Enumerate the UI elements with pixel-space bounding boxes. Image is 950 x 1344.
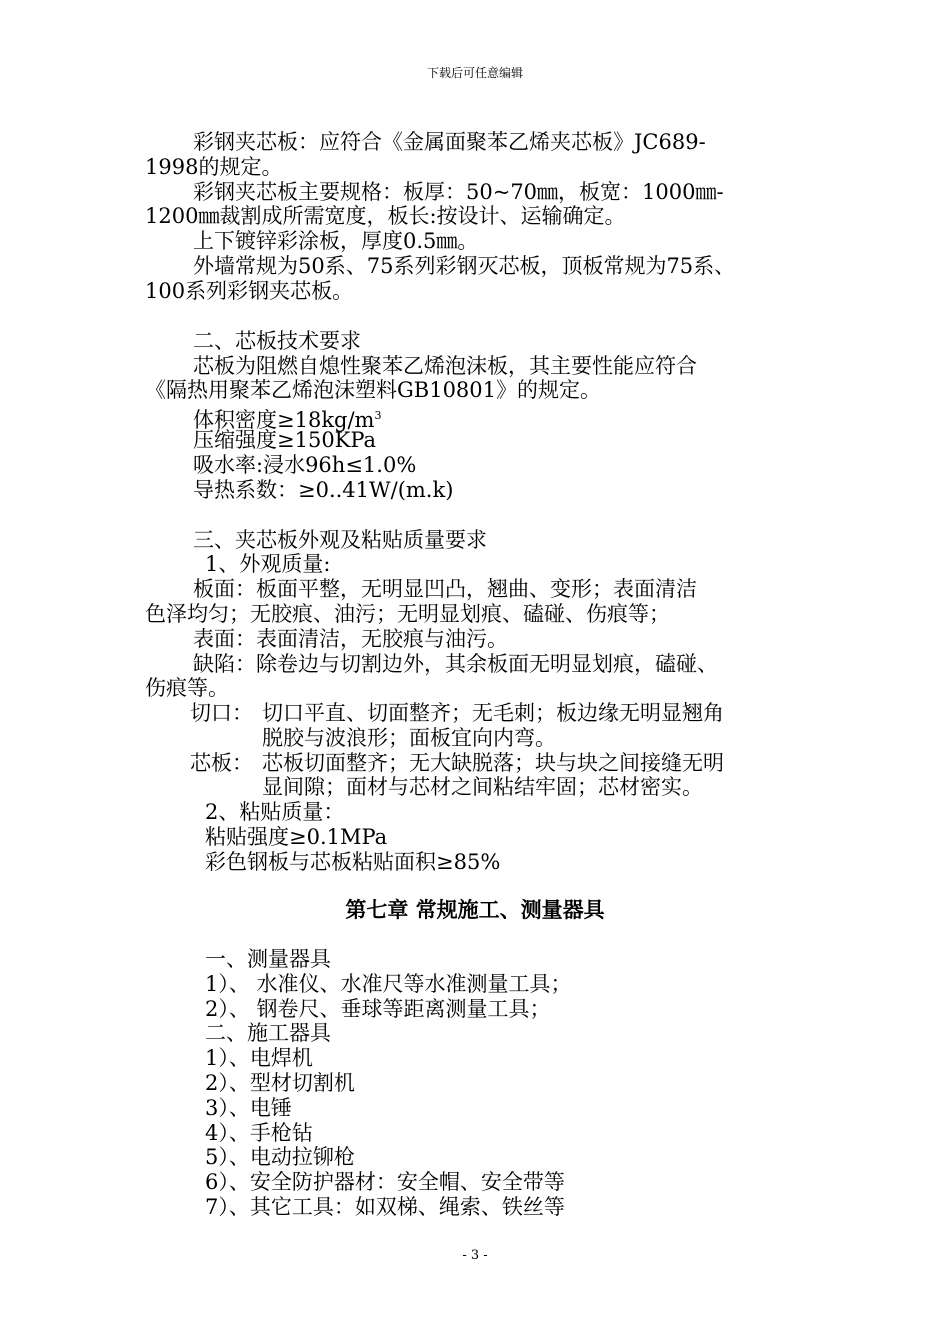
spec-compress: 压缩强度≥150KPa bbox=[193, 428, 377, 452]
text-line: 外墙常规为50系、75系列彩钢灭芯板，顶板常规为75系、 bbox=[193, 254, 736, 278]
text-line: 伤痕等。 bbox=[145, 676, 229, 700]
list-item: 2）、 钢卷尺、垂球等距离测量工具； bbox=[205, 997, 551, 1021]
text-line: 芯板为阻燃自熄性聚苯乙烯泡沫板，其主要性能应符合 bbox=[193, 354, 697, 378]
subsection-heading: 1、外观质量: bbox=[205, 552, 331, 576]
section-heading: 三、夹芯板外观及粘贴质量要求 bbox=[193, 528, 487, 552]
text-line: 彩钢夹芯板：应符合《金属面聚苯乙烯夹芯板》JC689- bbox=[193, 130, 706, 154]
list-item: 1）、电焊机 bbox=[205, 1046, 313, 1070]
list-item: 4）、手枪钻 bbox=[205, 1121, 313, 1145]
list-item: 1）、 水准仪、水准尺等水准测量工具； bbox=[205, 972, 572, 996]
list-item: 5）、电动拉铆枪 bbox=[205, 1145, 355, 1169]
list-item: 7）、其它工具：如双梯、绳索、铁丝等 bbox=[205, 1195, 565, 1219]
chapter-title: 第七章 常规施工、测量器具 bbox=[345, 897, 605, 922]
subsection-heading: 2、粘贴质量： bbox=[205, 800, 345, 824]
section-heading: 二、芯板技术要求 bbox=[193, 329, 361, 353]
spec-thermal: 导热系数：≥0..41W/(m.k) bbox=[193, 478, 454, 502]
list-item: 3）、电锤 bbox=[205, 1096, 292, 1120]
page-header: 下载后可任意编辑 bbox=[426, 66, 523, 80]
text-line: 1200㎜裁割成所需宽度，板长:按设计、运输确定。 bbox=[145, 204, 626, 228]
spec-density: 体积密度$\ge 18kg/m^3$ bbox=[193, 408, 382, 432]
text-line: 彩色钢板与芯板粘贴面积≥85% bbox=[205, 850, 501, 874]
text-line: 缺陷：除卷边与切割边外，其余板面无明显划痕，磕碰、 bbox=[193, 652, 718, 676]
text-line: 粘贴强度≥0.1MPa bbox=[205, 825, 388, 849]
text-line: 板面：板面平整，无明显凹凸，翘曲、变形；表面清洁 bbox=[193, 577, 697, 601]
section-heading: 一、测量器具 bbox=[205, 947, 331, 971]
text-line: 表面：表面清洁，无胶痕与油污。 bbox=[193, 627, 508, 651]
text-line: 显间隙；面材与芯材之间粘结牢固；芯材密实。 bbox=[262, 775, 703, 799]
text-line: 100系列彩钢夹芯板。 bbox=[145, 279, 354, 303]
text-line: 脱胶与波浪形；面板宜向内弯。 bbox=[262, 726, 556, 750]
text-line: 切口平直、切面整齐；无毛刺；板边缘无明显翘角 bbox=[262, 701, 724, 725]
cut-label: 切口： bbox=[190, 701, 253, 725]
list-item: 6）、安全防护器材：安全帽、安全带等 bbox=[205, 1170, 565, 1194]
text-line: 色泽均匀；无胶痕、油污；无明显划痕、磕碰、伤痕等； bbox=[145, 602, 670, 626]
text-line: 1998的规定。 bbox=[145, 155, 283, 179]
page-number: - 3 - bbox=[462, 1248, 488, 1263]
text-line: 上下镀锌彩涂板，厚度0.5㎜。 bbox=[193, 229, 479, 253]
spec-absorb: 吸水率:浸水96h≤1.0% bbox=[193, 453, 417, 477]
text-line: 彩钢夹芯板主要规格：板厚：50~70㎜，板宽：1000㎜- bbox=[193, 180, 724, 204]
superscript: 3 bbox=[374, 409, 382, 422]
text-line: 芯板切面整齐；无大缺脱落；块与块之间接缝无明 bbox=[262, 751, 724, 775]
list-item: 2）、型材切割机 bbox=[205, 1071, 355, 1095]
core-label: 芯板： bbox=[190, 751, 253, 775]
section-heading: 二、施工器具 bbox=[205, 1021, 331, 1045]
text-line: 《隔热用聚苯乙烯泡沫塑料GB10801》的规定。 bbox=[145, 378, 602, 402]
